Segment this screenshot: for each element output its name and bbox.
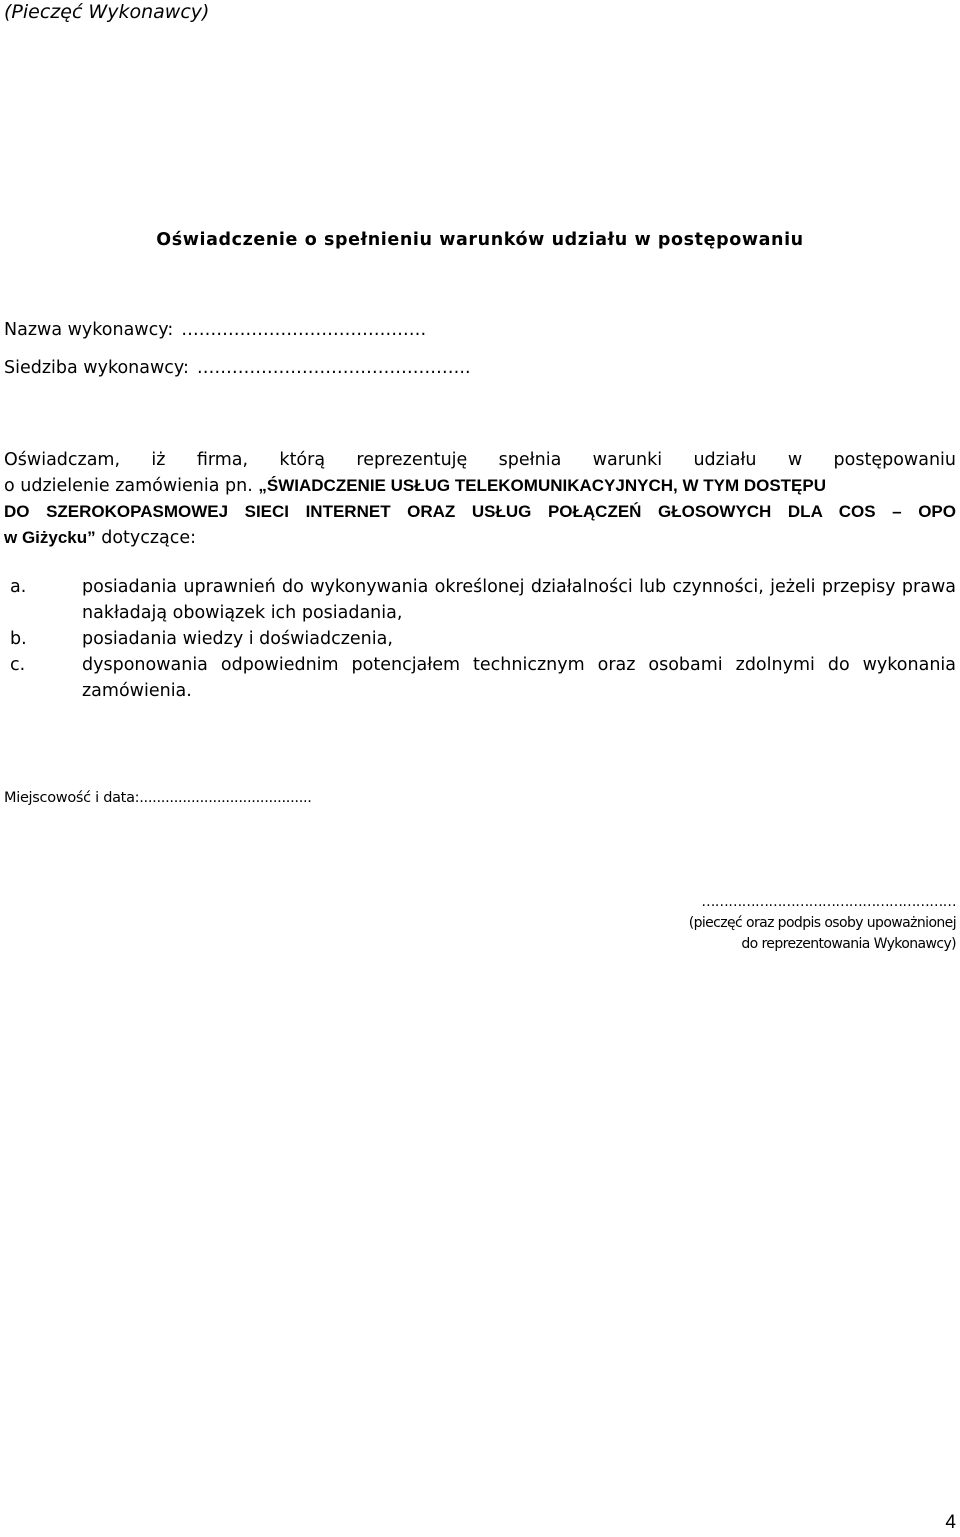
contractor-name-line bbox=[4, 318, 426, 342]
place-date-line bbox=[4, 788, 312, 808]
declaration-suffix: dotyczące: bbox=[101, 528, 197, 548]
list-item-text: posiadania uprawnień do wykonywania określonej działalności lub czynności, jeżeli przepisy prawa nakładają obowiązek ich posiadania, bbox=[82, 577, 956, 623]
declaration-paragraph bbox=[4, 447, 956, 551]
contractor-name-blank: …………………………………… bbox=[181, 320, 427, 340]
procurement-name-part-2: DO SZEROKOPASMOWEJ SIECI INTERNET ORAZ USŁUG POŁĄCZEŃ GŁOSOWYCH DLA COS – OPO bbox=[4, 502, 956, 521]
contractor-seat-blank: ……………………………………….. bbox=[196, 358, 471, 378]
signature-line: ………………………………………………… bbox=[701, 894, 956, 910]
procurement-name-part-3: w Giżycku” bbox=[4, 528, 96, 547]
place-date-blank: ........................................ bbox=[139, 790, 312, 806]
declaration-line-3 bbox=[4, 499, 956, 525]
contractor-seat-line bbox=[4, 356, 471, 380]
list-item-text: posiadania wiedzy i doświadczenia, bbox=[82, 629, 393, 649]
declaration-line-1: Oświadczam, iż firma, którą reprezentuję spełnia warunki udziału w postępowaniu bbox=[4, 450, 956, 470]
stamp-placeholder: (Pieczęć Wykonawcy) bbox=[4, 1, 210, 23]
declaration-prefix: o udzielenie zamówienia pn. bbox=[4, 476, 253, 496]
list-item bbox=[4, 574, 956, 626]
declaration-line-2 bbox=[4, 473, 956, 499]
list-item bbox=[4, 652, 956, 704]
contractor-name-label: Nazwa wykonawcy: bbox=[4, 320, 174, 340]
list-marker: c. bbox=[10, 655, 26, 675]
list-item-text: dysponowania odpowiednim potencjałem technicznym oraz osobami zdolnymi do wykonania zamówienia. bbox=[82, 655, 956, 701]
contractor-seat-label: Siedziba wykonawcy: bbox=[4, 358, 189, 378]
page-number: 4 bbox=[945, 1512, 956, 1533]
conditions-list bbox=[4, 574, 956, 704]
list-marker: b. bbox=[10, 629, 27, 649]
document-title: Oświadczenie o spełnieniu warunków udziału w postępowaniu bbox=[156, 230, 804, 250]
list-item bbox=[4, 626, 956, 652]
signature-caption-1: (pieczęć oraz podpis osoby upoważnionej bbox=[688, 915, 956, 931]
declaration-line-4 bbox=[4, 525, 956, 551]
list-marker: a. bbox=[10, 577, 27, 597]
signature-block bbox=[689, 892, 956, 955]
procurement-name-part-1: „ŚWIADCZENIE USŁUG TELEKOMUNIKACYJNYCH, W TYM DOSTĘPU bbox=[258, 476, 827, 495]
signature-caption-2: do reprezentowania Wykonawcy) bbox=[741, 936, 956, 952]
place-date-label: Miejscowość i data: bbox=[4, 790, 140, 806]
